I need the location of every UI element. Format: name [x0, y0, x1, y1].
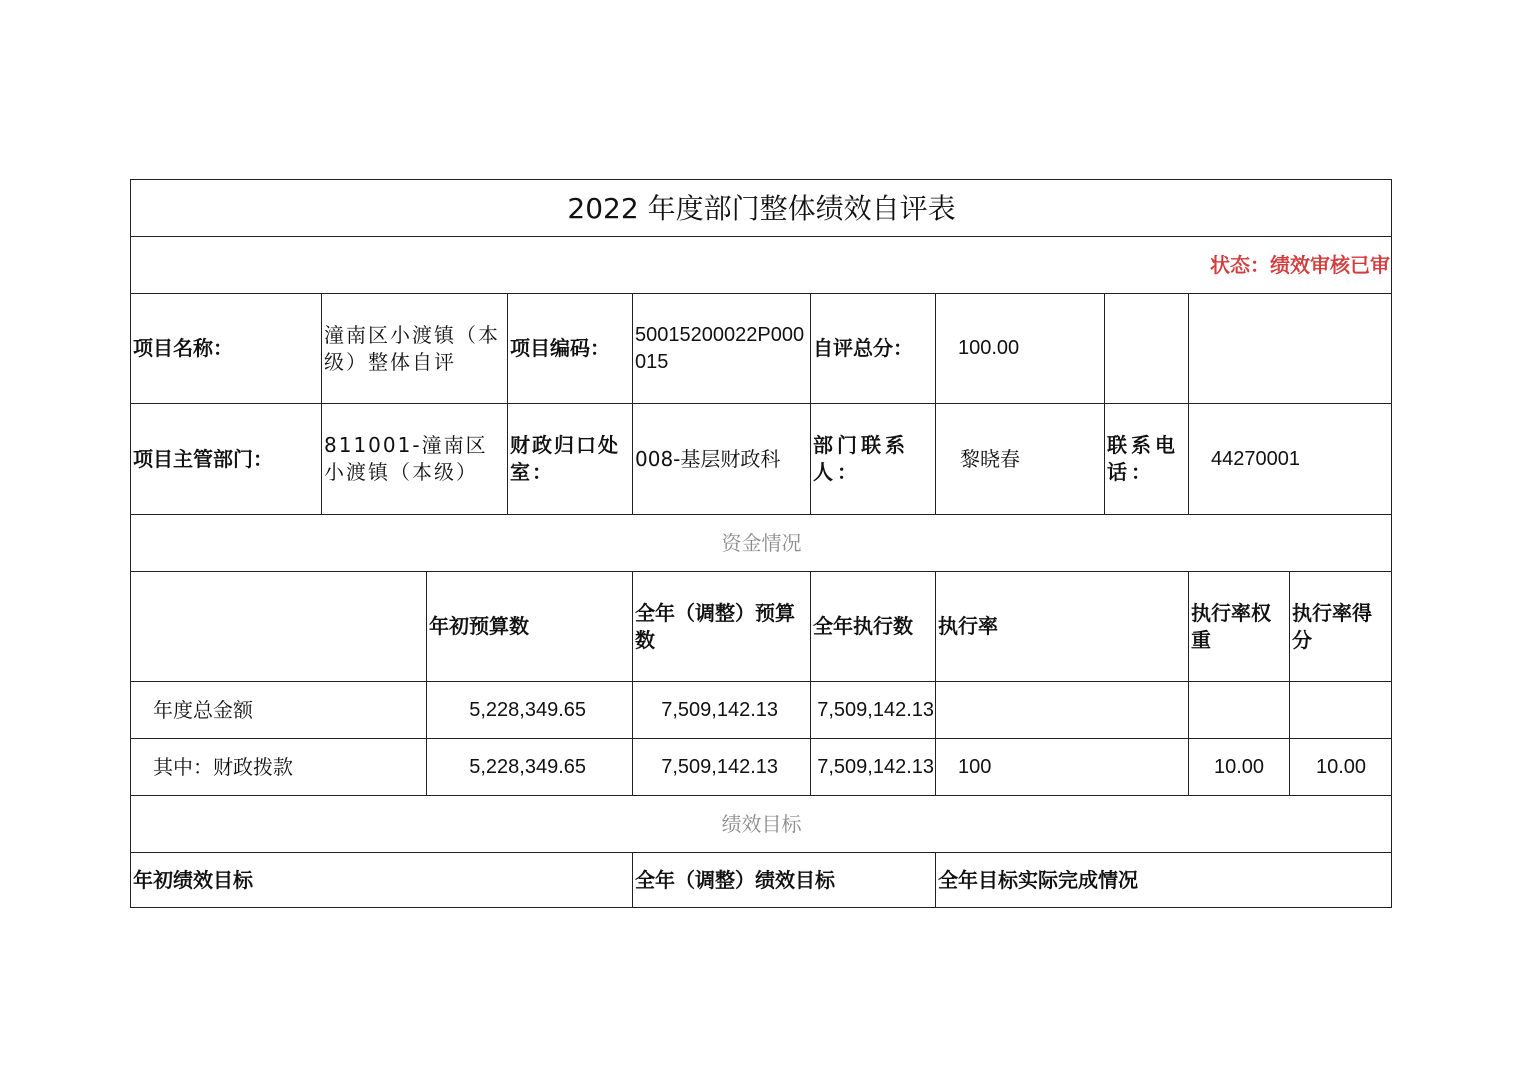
funds-section-title: 资金情况 [130, 514, 1392, 571]
funds-adjusted-budget: 7,509,142.13 [632, 681, 810, 738]
evaluation-table [130, 179, 1392, 908]
funds-executed: 7,509,142.13 [810, 738, 935, 795]
self-score-value: 100.00 [935, 293, 1104, 403]
header-exec-score: 执行率得分 [1289, 571, 1392, 681]
funds-exec-weight: 10.00 [1188, 738, 1289, 795]
project-name-label: 项目名称： [130, 293, 321, 403]
status-text: 状态：绩效审核已审 [130, 236, 1392, 293]
header-exec-weight: 执行率权重 [1188, 571, 1289, 681]
phone-label: 联系电话： [1104, 403, 1188, 514]
funds-header-blank [130, 571, 426, 681]
header-exec-rate: 执行率 [935, 571, 1188, 681]
funds-initial-budget: 5,228,349.65 [426, 681, 632, 738]
finance-office-value: 008-基层财政科 [632, 403, 810, 514]
funds-exec-score: 10.00 [1289, 738, 1392, 795]
initial-goal-label: 年初绩效目标 [130, 852, 632, 908]
dept-value: 811001-潼南区小渡镇（本级） [321, 403, 507, 514]
project-name-value: 潼南区小渡镇（本级）整体自评 [321, 293, 507, 403]
header-initial-budget: 年初预算数 [426, 571, 632, 681]
funds-exec-rate: 100 [935, 738, 1188, 795]
funds-exec-rate [935, 681, 1188, 738]
funds-row-label: 年度总金额 [130, 681, 426, 738]
dept-label: 项目主管部门： [130, 403, 321, 514]
contact-label: 部门联系人： [810, 403, 935, 514]
empty-cell [1188, 293, 1392, 403]
adjusted-goal-label: 全年（调整）绩效目标 [632, 852, 935, 908]
phone-value: 44270001 [1188, 403, 1392, 514]
actual-completion-label: 全年目标实际完成情况 [935, 852, 1392, 908]
contact-value: 黎晓春 [935, 403, 1104, 514]
funds-adjusted-budget: 7,509,142.13 [632, 738, 810, 795]
funds-exec-weight [1188, 681, 1289, 738]
funds-exec-score [1289, 681, 1392, 738]
project-code-label: 项目编码： [507, 293, 632, 403]
goals-section-title: 绩效目标 [130, 795, 1392, 852]
funds-initial-budget: 5,228,349.65 [426, 738, 632, 795]
project-code-value: 50015200022P000015 [632, 293, 810, 403]
empty-cell [1104, 293, 1188, 403]
table-title: 2022 年度部门整体绩效自评表 [130, 179, 1392, 236]
header-executed: 全年执行数 [810, 571, 935, 681]
funds-row-label: 其中：财政拨款 [130, 738, 426, 795]
funds-executed: 7,509,142.13 [810, 681, 935, 738]
finance-office-label: 财政归口处室： [507, 403, 632, 514]
self-score-label: 自评总分： [810, 293, 935, 403]
header-adjusted-budget: 全年（调整）预算数 [632, 571, 810, 681]
